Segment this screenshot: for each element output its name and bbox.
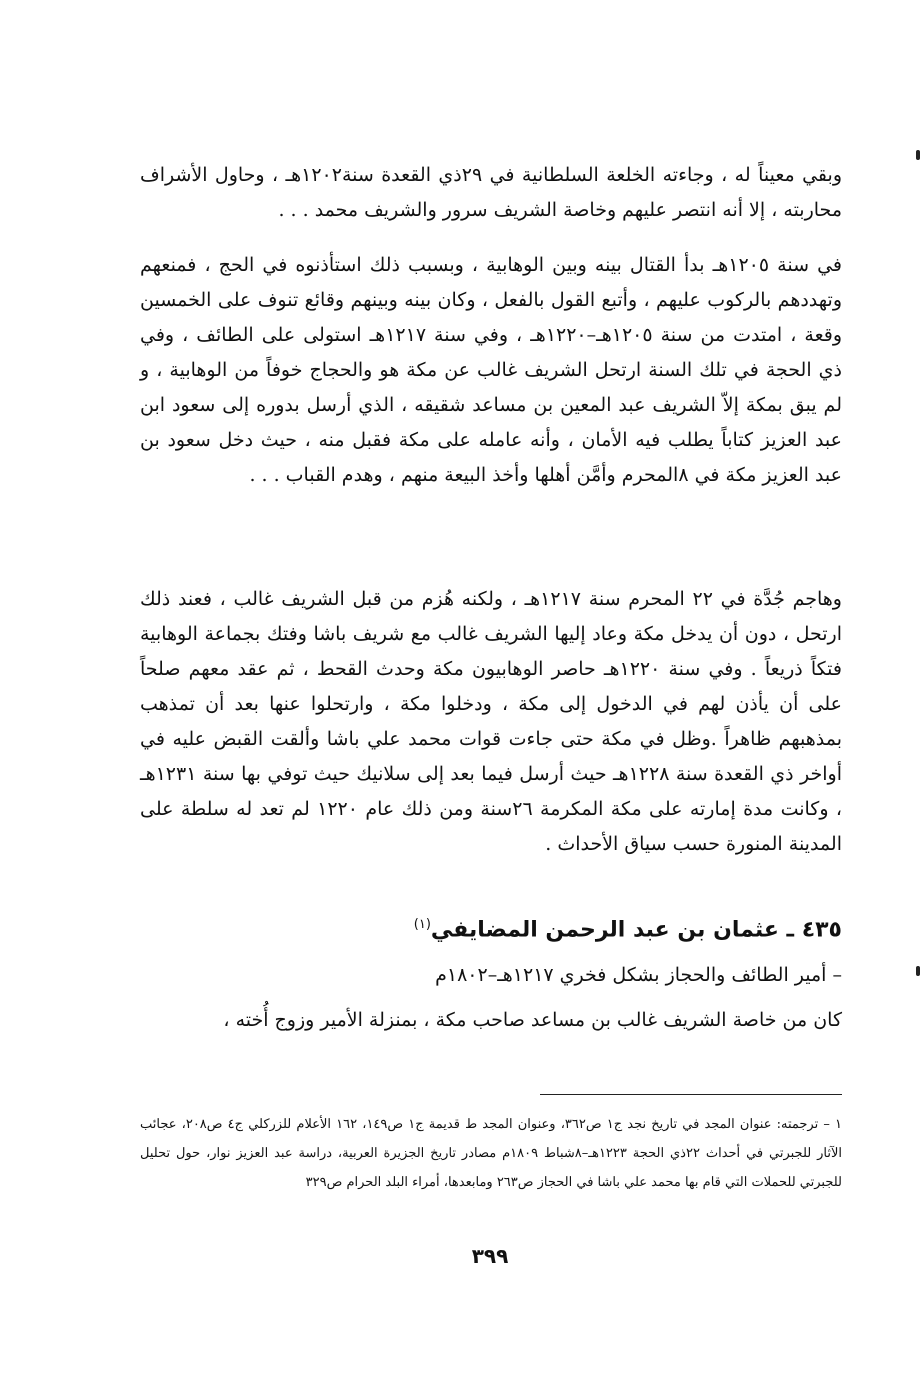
scan-edge-mark <box>916 966 920 976</box>
paragraph-text: وهاجم جُدَّة في ٢٢ المحرم سنة ١٢١٧هـ ، ولكنه هُزم من قبل الشريف غالب ، فعند ذلك ارتحل ، دون أن يدخل مكة وعاد إليها الشريف غالب مع شريف باشا وفتك بجماعة الوهابية فتكاً ذريعاً . وفي سنة ١٢٢٠هـ حاصر الوهابيون مكة وحدث القحط ، ثم عقد معهم صلحاً على أن يأذن لهم في الدخول إلى مكة ، ودخلوا مكة ، وارتحلوا عنها بعد أن تمذهب بمذهبهم ظاهراً .وظل في مكة حتى جاءت قوات محمد علي باشا وألقت القبض عليه في أواخر ذي القعدة سنة ١٢٢٨هـ حيث أرسل فيما بعد إلى سلانيك حيث توفي بها سنة ١٢٣١هـ ، وكانت مدة إمارته على مكة المكرمة ٢٦سنة ومن ذلك عام ١٢٢٠ لم تعد له سلطة على المدينة المنورة حسب سياق الأحداث . <box>140 588 843 855</box>
paragraph-text: في سنة ١٢٠٥هـ بدأ القتال بينه وبين الوهابية ، وبسبب ذلك استأذنوه في الحج ، فمنعهم وتهددهم بالركوب عليهم ، وأتبع القول بالفعل ، وكان بينه وبينهم وقائع تنوف على الخمسين وقعة ، امتدت من سنة ١٢٠٥هـ–١٢٢٠هـ ، وفي سنة ١٢١٧هـ استولى على الطائف ، وفي ذي الحجة في تلك السنة ارتحل الشريف غالب عن مكة هو والحجاج خوفاً من الوهابية ، و لم يبق بمكة إلاّ الشريف عبد المعين بن مساعد شقيقه ، الذي أرسل بدوره إلى سعود ابن عبد العزيز كتاباً يطلب فيه الأمان ، وأنه عامله على مكة فقبل منه ، حيث دخل سعود بن عبد العزيز مكة في ٨المحرم وأمَّن أهلها وأخذ البيعة منهم ، وهدم القباب . . . <box>140 254 842 486</box>
entry-heading <box>414 905 842 950</box>
page-number: ٣٩٩ <box>471 1244 509 1268</box>
footnote: ١ – ترجمته: عنوان المجد في تاريخ نجد ج١ ص٣٦٢، وعنوان المجد ط قديمة ج١ ص١٤٩، ١٦٢ الأعلام للزركلي ج٤ ص٢٠٨، عجائب الآثار للجبرتي في أحداث ٢٢ذي الحجة ١٢٢٣هـ–٨شباط ١٨٠٩م مصادر تاريخ الجزيرة العربية، دراسة عبد العزيز نوار، حول تحليل للجبرتي للحملات التي قام بها محمد علي باشا في الحجاز ص٢٦٣ ومابعدها، أمراء البلد الحرام ص٣٢٩ <box>140 1117 843 1190</box>
scan-edge-mark <box>916 150 920 160</box>
footnote-reference: (١) <box>413 917 431 932</box>
entry-heading-text: ٤٣٥ ـ عثمان بن عبد الرحمن المضايفي <box>430 917 842 943</box>
body-paragraph <box>140 158 842 228</box>
entry-subtitle: – أمير الطائف والحجاز بشكل فخري ١٢١٧هـ–١٨٠٢م <box>435 964 842 986</box>
paragraph-text: وبقي معيناً له ، وجاءته الخلعة السلطانية في ٢٩ذي القعدة سنة١٢٠٢هـ ، وحاول الأشراف محاربته ، إلا أنه انتصر عليهم وخاصة الشريف سرور والشريف محمد . . . <box>140 164 842 221</box>
body-paragraph <box>140 582 842 862</box>
body-paragraph: كان من خاصة الشريف غالب بن مساعد صاحب مكة ، بمنزلة الأمير وزوج أُخته ، <box>223 1009 842 1031</box>
footnote-separator <box>540 1094 842 1095</box>
body-paragraph <box>140 248 842 493</box>
